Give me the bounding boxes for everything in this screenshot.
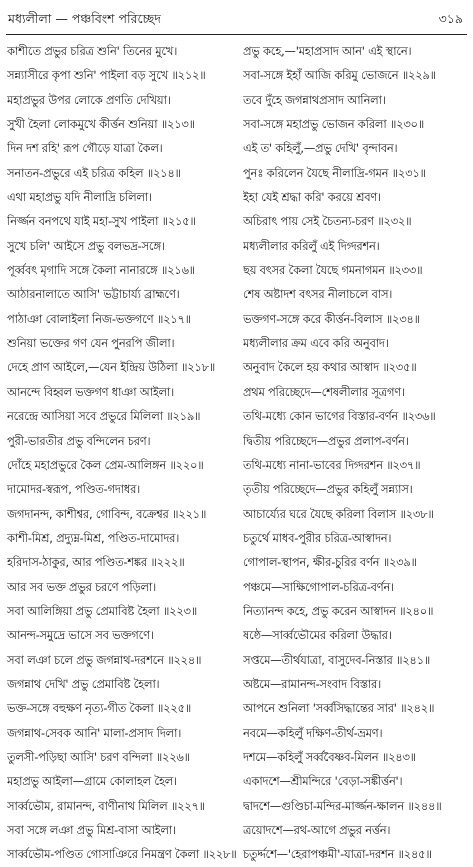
verse-line: তৃতীয় পরিচ্ছেদে—প্রভুর কহিলুঁ সন্ন্যাস।	[243, 482, 413, 497]
verse-line: মহাপ্রভুর উপর লোকে প্রণতি দেখিয়া।	[7, 92, 171, 107]
verse-line: পাঠাঞা বোলাইলা নিজ-ভক্তগণে ॥২১৭॥	[7, 311, 191, 326]
verse-line: আনন্দে বিহ্বল ভক্তগণ ধাঞা আইলা।	[7, 384, 175, 399]
verse-line: আর সব ভক্ত প্রভুর চরণে পড়িলা।	[7, 579, 156, 594]
verse-line: ত্রয়োদশে—রথ-আগে প্রভুর নর্ত্তন।	[243, 823, 391, 837]
verse-line: তুলসী-পড়িছা আসি' চরণ বন্দিলা ॥২২৬॥	[7, 749, 190, 764]
verse-line: পঞ্চমে—সাক্ষিগোপাল-চরিত্র-বর্ণন।	[243, 579, 394, 594]
verse-line: মধ্যলীলার করিলুঁ এই দিগ্দরশন।	[243, 238, 380, 253]
verse-line: প্রভু কহে,—'মহাপ্রসাদ আন' এই স্থানে।	[243, 44, 412, 58]
verse-line: সবা আলিঙ্গিয়া প্রভু প্রেমাবিষ্ট হৈলা ॥২২৩॥	[7, 603, 197, 618]
verse-line: সনাতন-প্রভুরে এই চরিত্র কহিল ॥২১৪॥	[7, 165, 181, 180]
verse-line: নরেন্দ্রে আসিয়া সবে প্রভুরে মিলিলা ॥২১৯॥	[7, 409, 201, 424]
verse-line: ভক্তগণ-সঙ্গে করে কীর্ত্তন-বিলাস ॥২৩৪॥	[243, 311, 420, 326]
header-rule	[6, 34, 467, 35]
verse-line: এই ত' কহিলুঁ,—প্রভু দেখি' বৃন্দাবন।	[243, 141, 398, 156]
verse-line: সুখী হৈলা লোকমুখে কীর্ত্তন শুনিয়া ॥২১৩॥	[7, 117, 195, 132]
right-verse-column	[243, 39, 473, 867]
verse-line: পূর্ব্ববৎ মৃগাদি সঙ্গে কৈলা নানারঙ্গে ॥২১৬॥	[7, 263, 195, 278]
verse-line: তথি-মধ্যে কোন ভাগের বিস্তার-বর্ণন ॥২৩৬॥	[243, 409, 436, 424]
verse-line: একাদশে—শ্রীমন্দিরে 'বেড়া-সঙ্কীর্ত্তন'।	[243, 774, 403, 789]
verse-line: দোঁহে মহাপ্রভুরে কৈল প্রেম-আলিঙ্গন ॥২২০॥	[7, 457, 204, 472]
verse-line: দেহে প্রাণ আইলে,—যেন ইন্দ্রিয় উঠিলা ॥২১৮॥	[7, 360, 216, 375]
verse-line: জগদানন্দ, কাশীশ্বর, গোবিন্দ, বক্রেশ্বর ॥২২১॥	[7, 506, 207, 521]
verse-line: অনুবাদ কৈলে হয় কথার আস্বাদ ॥২৩৫॥	[243, 360, 417, 375]
verse-line: দশমে—কহিলুঁ সর্ব্ববৈষ্ণব-মিলন ॥২৪৩॥	[243, 749, 416, 764]
verse-line: নির্জ্জন বনপথে যাই মহা-সুখ পাইলা ॥২১৫॥	[7, 214, 196, 229]
verse-line: ষষ্ঠে—সার্ব্বভৌমের করিলা উদ্ধার।	[243, 628, 392, 643]
verse-line: মধ্যলীলার ক্রম এবে করি অনুবাদ।	[243, 336, 389, 351]
verse-line: ছয় বৎসর কৈলা যৈছে গমনাগমন ॥২৩৩॥	[243, 263, 423, 278]
verse-line: আপনে শুনিলা 'সর্ব্বসিদ্ধান্তের সার' ॥২৪২॥	[243, 701, 435, 716]
verse-line: জগন্নাথ-সেবক আনি' মালা-প্রসাদ দিলা।	[7, 725, 182, 740]
verse-line: শুনিয়া ভক্তের গণ যেন পুনরপি জীলা।	[7, 336, 175, 351]
verse-line: সবা-সঙ্গে মহাপ্রভু ভোজন করিলা ॥২৩০॥	[243, 117, 425, 132]
verse-line: ইহা যেই শ্রদ্ধা করি' করয়ে শ্রবণ।	[243, 190, 381, 205]
verse-line: তথি-মধ্যে নানা-ভাবের দিগ্দরশন ॥২৩৭॥	[243, 457, 421, 472]
verse-line: নবমে—কহিলুঁ দক্ষিণ-তীর্থ-ভ্রমণ।	[243, 725, 383, 740]
verse-line: চতুর্থে মাধব-পুরীর চরিত্র-আস্বাদন।	[243, 530, 392, 545]
verse-line: কাশী-মিশ্র, প্রদ্যুম্ন-মিশ্র, পণ্ডিত-দামোদর।	[7, 530, 180, 545]
verse-line: তবে দুঁহে জগন্নাথপ্রসাদ আনিলা।	[243, 92, 386, 107]
verse-line: দ্বাদশে—গুণ্ডিচা-মন্দির-মার্জ্জন-ক্ষালন ॥২৪৪॥	[243, 798, 442, 813]
page-number: ৩১৯	[438, 11, 463, 26]
verse-line: প্রথম পরিচ্ছেদে—শেষলীলার সূত্রগণ।	[243, 384, 405, 399]
left-verse-column	[7, 39, 237, 867]
verse-line: মহাপ্রভু আইলা—গ্রামে কোলাহল হৈল।	[7, 774, 177, 789]
verse-line: আঠারনালাতে আসি' ভট্টাচার্য্য ব্রাহ্মণে।	[7, 287, 180, 302]
verse-line: সবা-সঙ্গে ইহাঁ আজি করিমু ভোজনে ॥২২৯॥	[243, 68, 436, 83]
verse-line: সপ্তমে—তীর্থযাত্রা, বাসুদেব-নিস্তার ॥২৪১॥	[243, 652, 431, 667]
verse-line: নিত্যানন্দ কহে, প্রভু করেন আস্বাদন ॥২৪০॥	[243, 603, 434, 618]
verse-line: সবা সঙ্গে লঞা প্রভু মিশ্র-বাসা আইলা।	[7, 823, 176, 837]
verse-line: সবা লঞা চলে প্রভু জগন্নাথ-দরশনে ॥২২৪॥	[7, 652, 202, 667]
verse-line: এথা মহাপ্রভু যদি নীলাদ্রি চলিলা।	[7, 190, 152, 205]
verse-line: আনন্দ-সমুদ্রে ভাসে সব ভক্তগণে।	[7, 628, 154, 643]
verse-line: পুরী-ভারতীর প্রভু বন্দিলেন চরণ।	[7, 433, 151, 448]
verse-line: সার্ব্বভৌম-পণ্ডিত গোসাঞিরে নিমন্ত্রণ কৈলা ॥২২৮॥	[7, 847, 237, 862]
verse-line: ভক্ত-সঙ্গে বহুক্ষণ নৃত্য-গীত কৈলা ॥২২৫॥	[7, 701, 192, 716]
verse-line: অচিরাৎ পায় সেই চৈতন্য-চরণ ॥২৩২॥	[243, 214, 412, 229]
verse-line: দামোদর-স্বরূপ, পণ্ডিত-গদাধর।	[7, 482, 141, 497]
verse-line: হরিদাস-ঠাকুর, আর পণ্ডিত-শঙ্কর ॥২২২॥	[7, 555, 185, 570]
verse-line: চতুর্দ্দশে—'হেরাপঞ্চমী'-যাত্রা-দরশন ॥২৪৫॥	[243, 847, 432, 862]
running-header	[8, 8, 463, 30]
verse-line: গোপাল-স্থাপন, ক্ষীর-চুরির বর্ণন ॥২৩৯॥	[243, 555, 417, 570]
verse-line: সুখে চলি' আইসে প্রভু বলভদ্র-সঙ্গে।	[7, 238, 165, 253]
verse-line: পুনঃ করিলেন যৈছে নীলাদ্রি-গমন ॥২৩১॥	[243, 165, 426, 180]
verse-line: অষ্টমে—রামানন্দ-সংবাদ বিস্তার।	[243, 676, 381, 691]
verse-line: কাশীতে প্রভুর চরিত্র শুনি' তিনের মুখে।	[7, 44, 178, 58]
verse-line: দ্বিতীয় পরিচ্ছেদে—প্রভুর প্রলাপ-বর্ণন।	[243, 433, 409, 448]
verse-line: সন্ন্যাসীরে কৃপা শুনি' পাইলা বড় সুখে ॥২১২॥	[7, 68, 206, 83]
verse-line: শেষ অষ্টাদশ বৎসর নীলাচলে বাস।	[243, 287, 393, 302]
chapter-title: মধ্যলীলা — পঞ্চবিংশ পরিচ্ছেদ	[8, 11, 161, 26]
verse-line: দিন দশ রহি' রূপ গৌড়ে যাত্রা কৈল।	[7, 141, 163, 156]
verse-line: সার্ব্বভৌম, রামানন্দ, বাণীনাথ মিলিল ॥২২৭॥	[7, 798, 205, 813]
verse-line: জগন্নাথ দেখি' প্রভু প্রেমাবিষ্ট হৈলা।	[7, 676, 160, 691]
verse-line: আচার্য্যের ঘরে যৈছে করিলা বিলাস ॥২৩৮॥	[243, 506, 434, 521]
